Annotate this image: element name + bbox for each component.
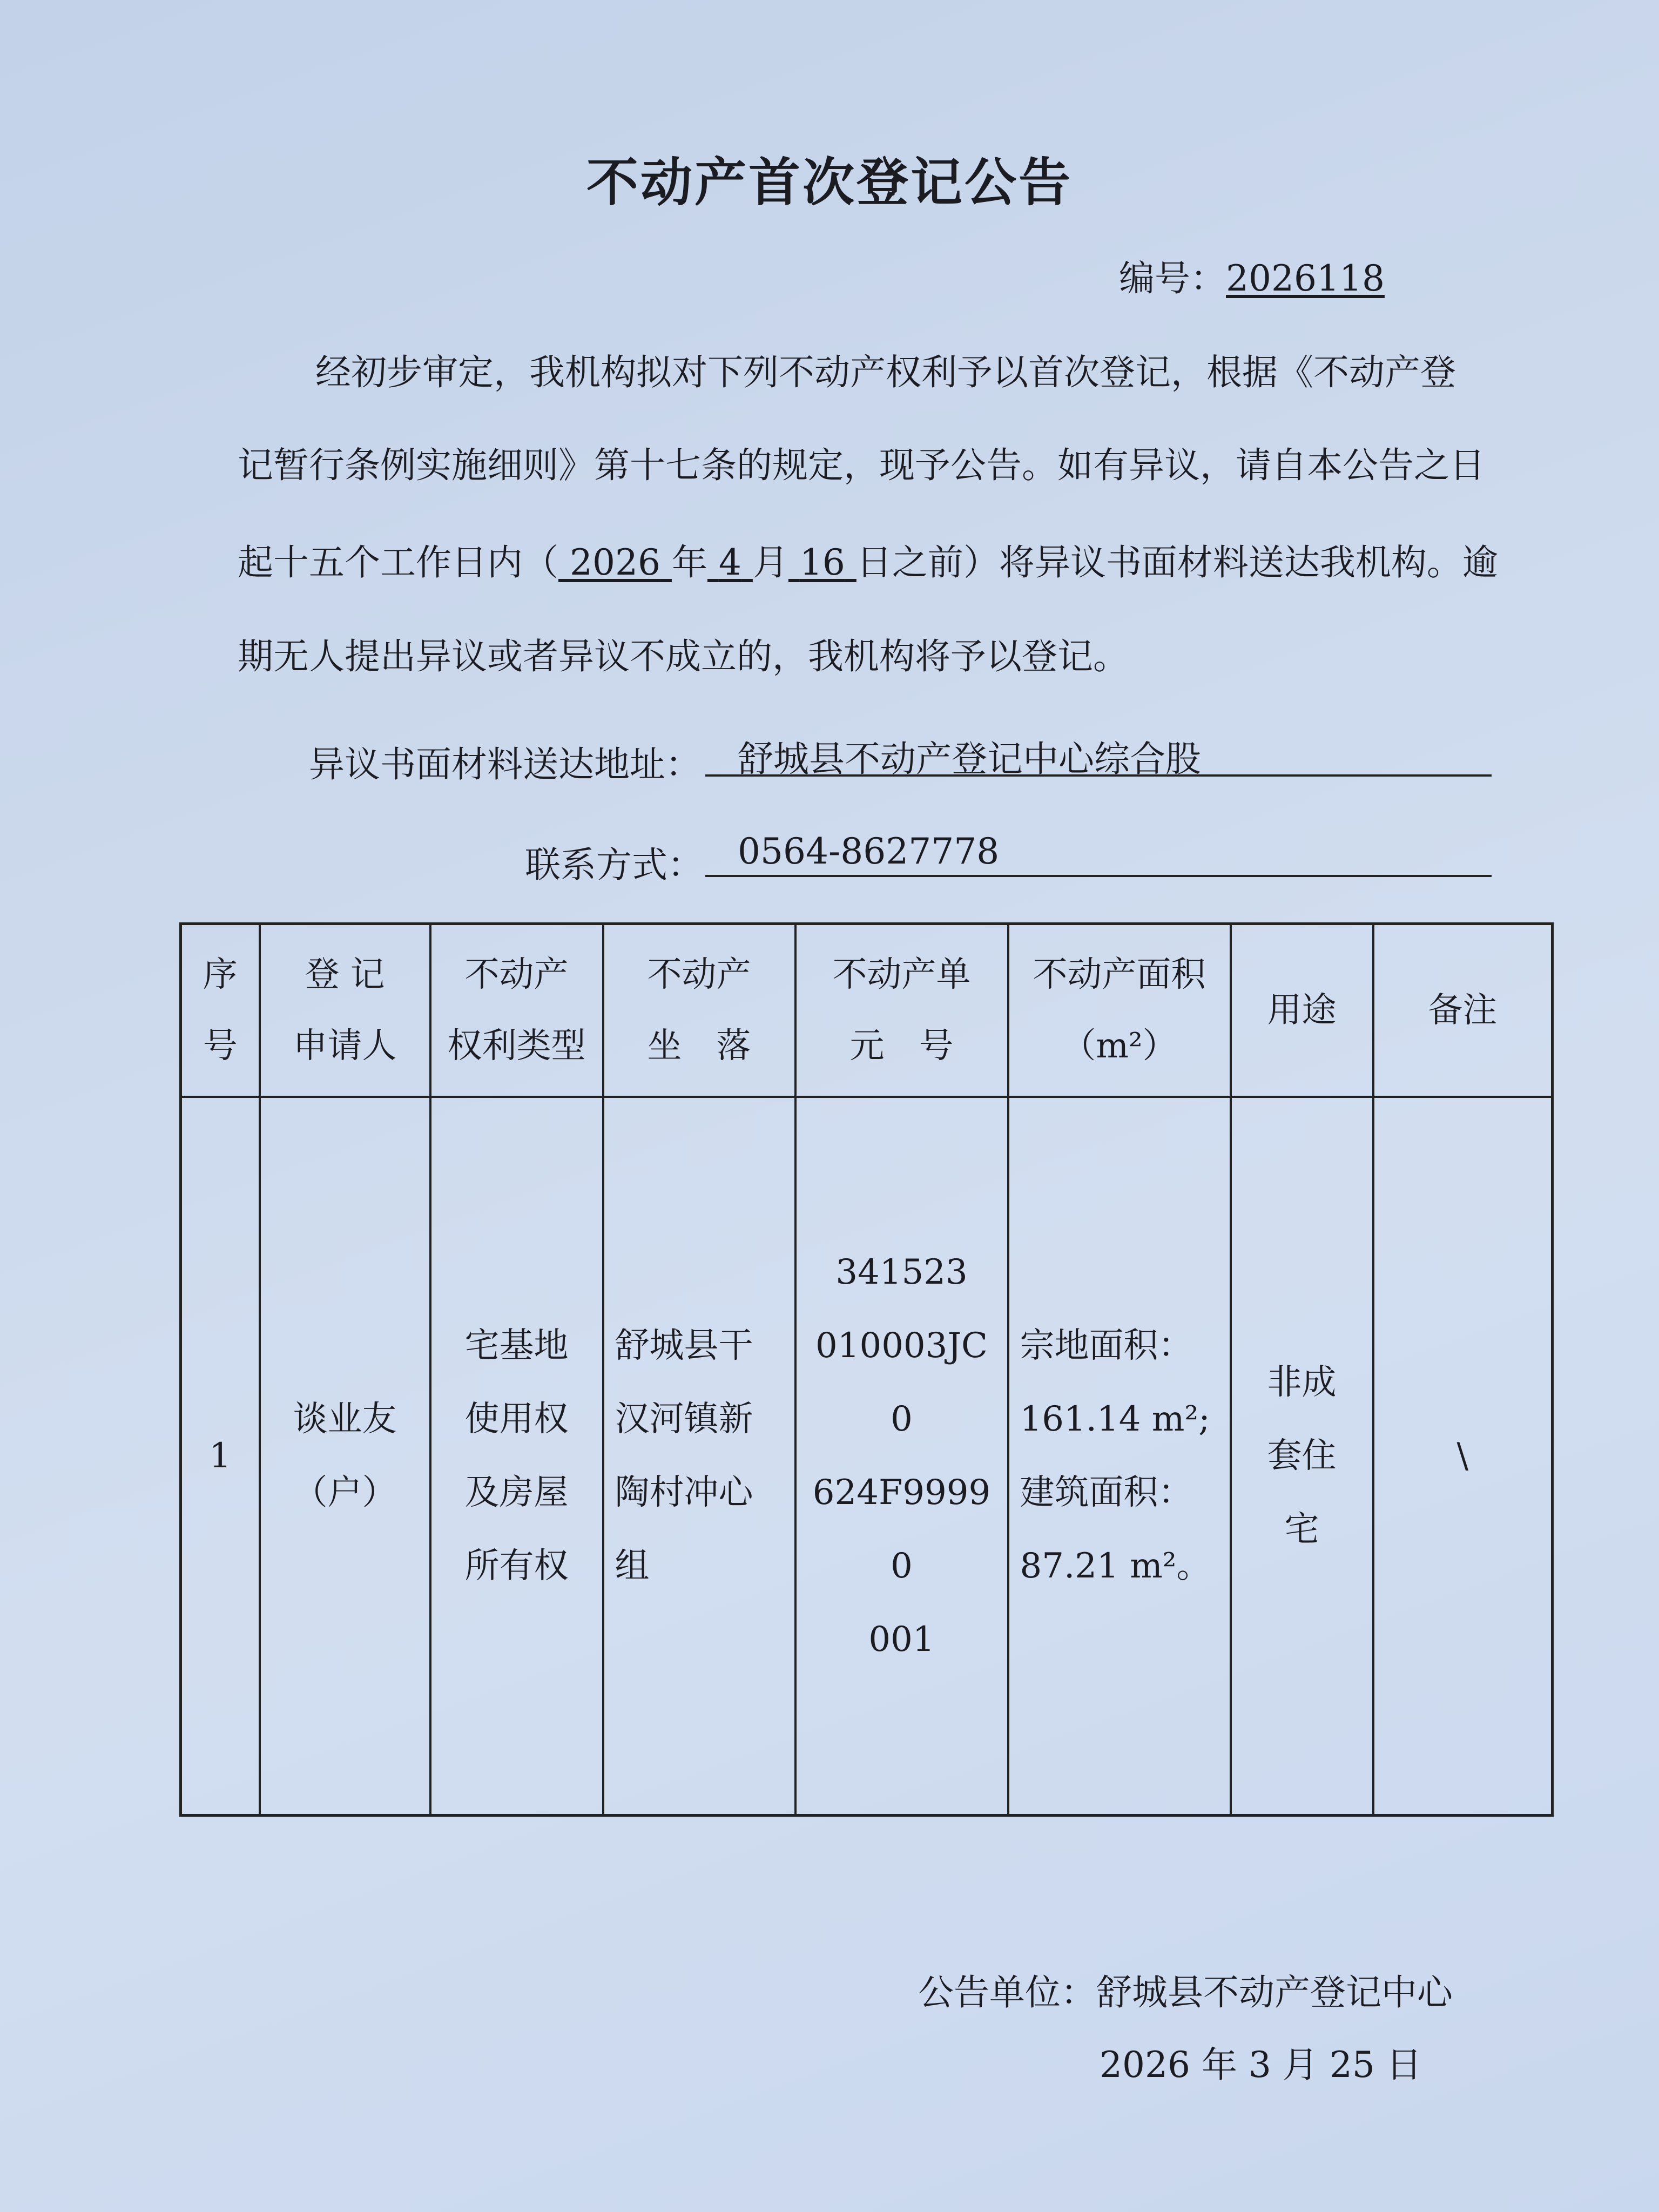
reference-label: 编号：: [1119, 258, 1226, 299]
cell-location: 舒城县干 汉河镇新 陶村冲心 组: [603, 1097, 795, 1816]
header-unit-number: 不动产单 元 号: [795, 924, 1008, 1097]
header-applicant: 登 记 申请人: [260, 924, 430, 1097]
deadline-year: 2026: [569, 542, 660, 583]
address-field: 舒城县不动产登记中心综合股: [705, 730, 1492, 777]
deadline-day: 16: [799, 542, 845, 583]
month-char: 月: [752, 542, 788, 583]
year-char: 年: [671, 542, 707, 583]
header-area: 不动产面积 （m²）: [1008, 924, 1231, 1097]
cell-usage: 非成 套住 宅: [1231, 1097, 1373, 1816]
header-seq: 序号: [181, 924, 260, 1097]
body-line-3: [238, 536, 1498, 590]
body-line-3-prefix: 起十五个工作日内（: [238, 542, 558, 583]
cell-unit-number: 341523 010003JC0 624F99990 001: [795, 1097, 1008, 1816]
address-label: 异议书面材料送达地址：: [309, 744, 701, 785]
contact-field: 0564-8627778: [705, 831, 1492, 877]
cell-right-type: 宅基地 使用权 及房屋 所有权: [430, 1097, 603, 1816]
body-line-1: 经初步审定，我机构拟对下列不动产权利予以首次登记，根据《不动产登: [315, 352, 1456, 393]
body-line-4: 期无人提出异议或者异议不成立的，我机构将予以登记。: [238, 636, 1129, 677]
reference-value: 2026118: [1226, 258, 1385, 299]
cell-applicant: 谈业友 （户）: [260, 1097, 430, 1816]
issuer: 公告单位：舒城县不动产登记中心: [918, 1972, 1453, 2013]
issue-date: 2026 年 3 月 25 日: [1100, 2044, 1422, 2086]
header-right-type: 不动产 权利类型: [430, 924, 603, 1097]
contact-label: 联系方式：: [525, 844, 703, 886]
header-usage: 用途: [1231, 924, 1373, 1097]
reference-number: [1119, 249, 1385, 301]
cell-remark: \: [1373, 1097, 1553, 1816]
deadline-month: 4: [718, 542, 741, 583]
body-line-2: 记暂行条例实施细则》第十七条的规定，现予公告。如有异议，请自本公告之日: [238, 444, 1485, 486]
table-header-row: [181, 924, 1553, 1097]
body-line-3-suffix: 日之前）将异议书面材料送达我机构。逾: [856, 542, 1498, 583]
header-remark: 备注: [1373, 924, 1553, 1097]
cell-area: 宗地面积： 161.14 m²; 建筑面积： 87.21 m²。: [1008, 1097, 1231, 1816]
registration-table: [179, 922, 1554, 1817]
header-location: 不动产 坐 落: [603, 924, 795, 1097]
cell-seq: 1: [181, 1097, 260, 1816]
notice-title: 不动产首次登记公告: [586, 152, 1073, 213]
table-row: [181, 1097, 1553, 1816]
